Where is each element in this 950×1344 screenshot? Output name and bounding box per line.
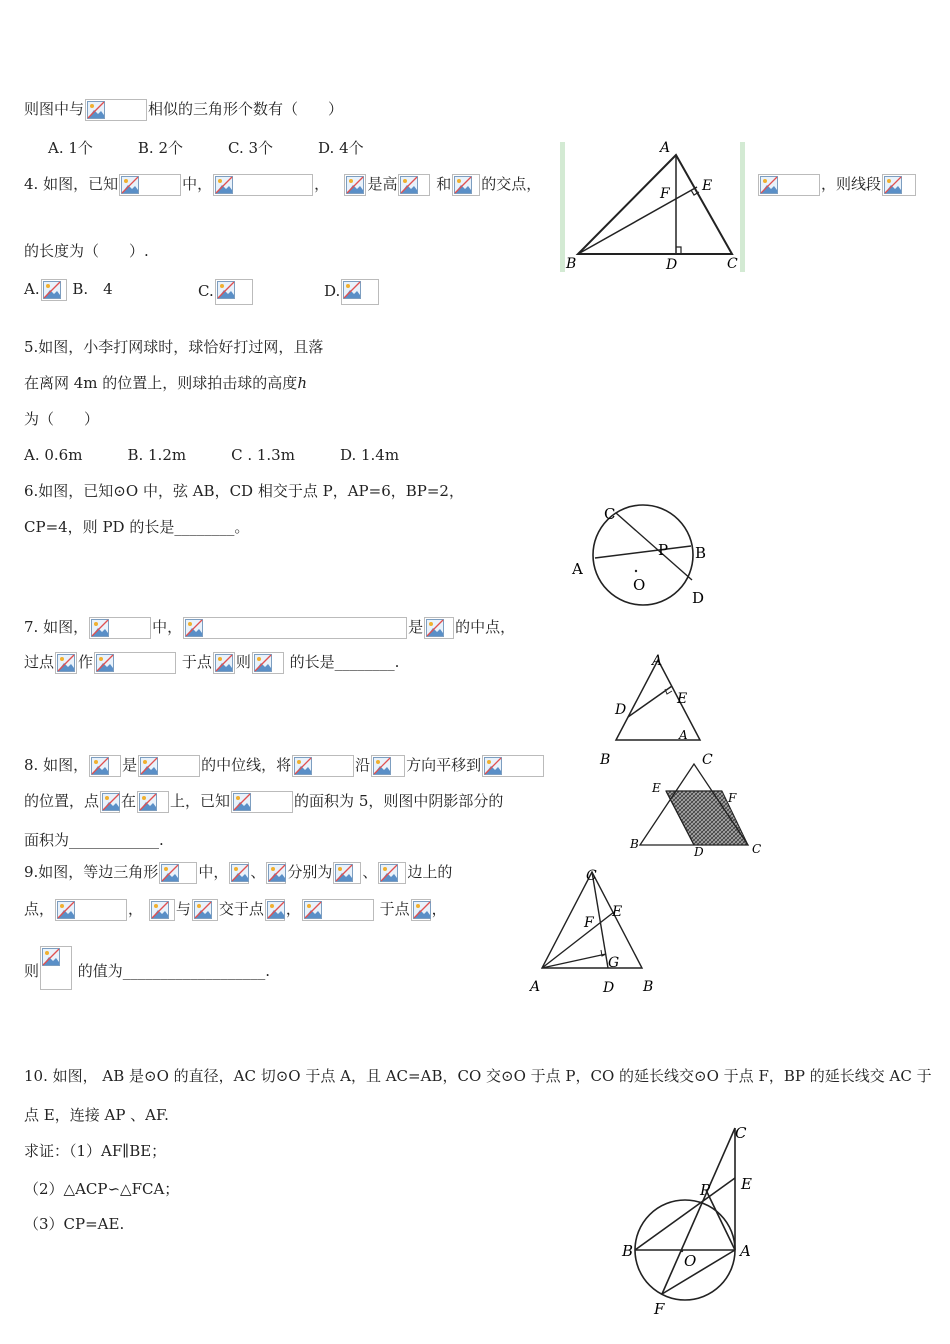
text: 中， — [152, 618, 183, 636]
image-placeholder-icon — [94, 652, 176, 674]
question-number: 4. — [24, 175, 39, 193]
text: 上，已知 — [170, 792, 231, 810]
q10-line3: 求证：（1）AF∥BE； — [24, 1142, 167, 1160]
label-A: A — [572, 560, 583, 578]
label-G: G — [608, 955, 620, 971]
label-B: B — [695, 544, 707, 562]
label-C: C — [727, 256, 738, 272]
label-F: F — [660, 186, 670, 202]
image-placeholder-icon — [882, 174, 916, 196]
label-B: B — [630, 837, 639, 851]
image-placeholder-icon — [89, 617, 151, 639]
text: 的面积为 5，则图中阴影部分的 — [294, 792, 504, 810]
text: 中， — [198, 863, 229, 881]
text: 和 — [436, 175, 452, 193]
text: ， — [431, 900, 447, 918]
q10-circle-tangent-figure — [610, 1118, 790, 1322]
label-A: A — [740, 1242, 751, 1260]
image-placeholder-icon — [215, 279, 253, 305]
text: 点， — [24, 900, 55, 918]
image-placeholder-icon — [149, 899, 175, 921]
text: ， — [314, 175, 330, 193]
image-placeholder-icon — [482, 755, 544, 777]
q4-line1 — [24, 174, 541, 196]
image-placeholder-icon — [213, 652, 235, 674]
label-C: C — [586, 868, 597, 884]
label-O: O — [633, 576, 646, 594]
q4-triangle-figure — [560, 140, 748, 274]
text: 如图， — [43, 618, 89, 636]
image-placeholder-icon — [266, 862, 286, 884]
label-C: C — [604, 505, 616, 523]
q4-option-c — [198, 279, 254, 305]
text: ，则线段 — [821, 175, 882, 193]
label-E: E — [612, 904, 623, 920]
label-C: C — [702, 752, 713, 768]
q10-line2: 点 E，连接 AP 、AF. — [24, 1106, 169, 1124]
option-d: D. — [324, 282, 341, 300]
label-P: P — [658, 541, 669, 559]
text: 则 — [24, 962, 40, 980]
text: 的长是________. — [289, 653, 400, 671]
image-placeholder-icon — [213, 174, 313, 196]
q4-line1-cont — [757, 174, 917, 196]
text: ， — [285, 900, 301, 918]
option-c: C. — [198, 282, 214, 300]
q7-line2 — [24, 652, 399, 674]
q9-equilateral-figure — [526, 862, 666, 1000]
text: 于点 — [181, 653, 212, 671]
image-placeholder-icon — [55, 899, 127, 921]
label-E: E — [677, 691, 688, 707]
option-b: B. 4 — [72, 280, 113, 298]
text: 在 — [121, 792, 137, 810]
q5-line2 — [24, 373, 307, 393]
text: 交于点 — [218, 900, 264, 918]
q3-options: A. 1个 B. 2个 C. 3个 D. 4个 — [48, 139, 364, 157]
text: 作 — [78, 653, 94, 671]
label-O: O — [684, 1252, 697, 1270]
text: 是 — [122, 756, 138, 774]
image-placeholder-icon — [344, 174, 366, 196]
label-A: A — [530, 979, 541, 995]
label-B: B — [643, 979, 654, 995]
label-P: P — [700, 1181, 711, 1199]
text: 的位置，点 — [24, 792, 100, 810]
text: 边上的 — [407, 863, 453, 881]
image-placeholder-icon — [40, 946, 72, 990]
q7-line1 — [24, 617, 515, 639]
image-placeholder-icon — [119, 174, 181, 196]
text: 9.如图，等边三角形 — [24, 863, 159, 881]
text: 于点 — [379, 900, 410, 918]
image-placeholder-icon — [137, 791, 169, 813]
image-placeholder-icon — [138, 755, 200, 777]
image-placeholder-icon — [192, 899, 218, 921]
label-E: E — [702, 178, 713, 194]
label-E: E — [741, 1175, 752, 1193]
label-D: D — [615, 702, 627, 718]
image-placeholder-icon — [378, 862, 406, 884]
label-A: A — [660, 140, 671, 156]
label-E: E — [652, 781, 661, 795]
q4-options — [24, 279, 113, 301]
q6-circle-figure — [568, 500, 718, 612]
q5-line1: 5.如图，小李打网球时，球恰好打过网，且落 — [24, 338, 324, 356]
image-placeholder-icon — [85, 99, 147, 121]
text: 则 — [235, 653, 251, 671]
text: 是高 — [367, 175, 398, 193]
text: 则图中与 — [24, 100, 85, 118]
question-number: 8. — [24, 756, 39, 774]
q8-line2 — [24, 791, 503, 813]
image-placeholder-icon — [371, 755, 405, 777]
text: 如图，已知 — [43, 175, 119, 193]
text: 、 — [250, 863, 266, 881]
text: 过点 — [24, 653, 55, 671]
q3-line — [24, 99, 343, 121]
text: 的中点， — [455, 618, 516, 636]
label-C: C — [752, 842, 762, 856]
image-placeholder-icon — [231, 791, 293, 813]
text: 是 — [408, 618, 424, 636]
text: 的值为___________________. — [77, 962, 271, 980]
image-placeholder-icon — [252, 652, 284, 674]
image-placeholder-icon — [292, 755, 354, 777]
q9-line3 — [24, 946, 270, 990]
q10-line4: （2）△ACP∽△FCA； — [24, 1180, 180, 1198]
option-a: A. — [24, 280, 40, 298]
q9-line1 — [24, 862, 452, 884]
text: 、 — [362, 863, 378, 881]
image-placeholder-icon — [229, 862, 249, 884]
q10-line5: （3）CP=AE. — [24, 1215, 125, 1233]
text: 相似的三角形个数有（ ） — [148, 100, 344, 118]
variable-h: h — [297, 374, 307, 392]
q7-triangle-figure — [596, 648, 726, 768]
q6-line1: 6.如图，已知⊙O 中，弦 AB，CD 相交于点 P，AP=6，BP=2， — [24, 482, 464, 500]
question-number: 7. — [24, 618, 39, 636]
label-D: D — [666, 257, 678, 273]
label-D: D — [603, 980, 615, 996]
image-placeholder-icon — [55, 652, 77, 674]
text: 中， — [182, 175, 213, 193]
image-placeholder-icon — [341, 279, 379, 305]
image-placeholder-icon — [398, 174, 430, 196]
q8-line3: 面积为____________. — [24, 831, 164, 849]
text: 沿 — [355, 756, 371, 774]
image-placeholder-icon — [100, 791, 120, 813]
q4-option-d — [324, 279, 380, 305]
image-placeholder-icon — [159, 862, 197, 884]
label-D: D — [692, 589, 705, 607]
text: 分别为 — [287, 863, 333, 881]
image-placeholder-icon — [41, 279, 67, 301]
q4-line2: 的长度为（ ）. — [24, 242, 149, 260]
image-placeholder-icon — [183, 617, 407, 639]
label-B: B — [600, 752, 611, 768]
label-F: F — [728, 791, 737, 805]
q8-line1 — [24, 755, 545, 777]
text: 的交点， — [481, 175, 542, 193]
label-B: B — [622, 1242, 634, 1260]
label-A-top: A — [652, 653, 663, 669]
q5-line3: 为（ ） — [24, 410, 100, 428]
q5-options: A. 0.6m B. 1.2m C . 1.3m D. 1.4m — [24, 446, 400, 464]
image-placeholder-icon — [265, 899, 285, 921]
text: 如图， — [43, 756, 89, 774]
label-B: B — [566, 256, 577, 272]
image-placeholder-icon — [333, 862, 361, 884]
text: 的中位线，将 — [201, 756, 292, 774]
image-placeholder-icon — [758, 174, 820, 196]
label-A-bottom: A — [679, 728, 688, 742]
text: 与 — [175, 900, 191, 918]
image-placeholder-icon — [302, 899, 374, 921]
image-placeholder-icon — [424, 617, 454, 639]
text: 在离网 4m 的位置上，则球拍击球的高度 — [24, 374, 298, 392]
q10-line1: 10. 如图， AB 是⊙O 的直径，AC 切⊙O 于点 A，且 AC=AB，CO 交⊙O 于点 P，CO 的延长线交⊙O 于点 F，BP 的延长线交 AC 于 — [24, 1067, 932, 1085]
label-C: C — [735, 1124, 747, 1142]
image-placeholder-icon — [411, 899, 431, 921]
text: 方向平移到 — [406, 756, 482, 774]
q9-line2 — [24, 899, 447, 921]
label-F: F — [584, 915, 594, 931]
image-placeholder-icon — [89, 755, 121, 777]
label-F: F — [654, 1300, 665, 1318]
q6-line2: CP=4，则 PD 的长是________。 — [24, 518, 250, 536]
image-placeholder-icon — [452, 174, 480, 196]
q8-translation-figure — [626, 760, 766, 860]
label-D: D — [694, 845, 704, 859]
text: ， — [128, 900, 144, 918]
